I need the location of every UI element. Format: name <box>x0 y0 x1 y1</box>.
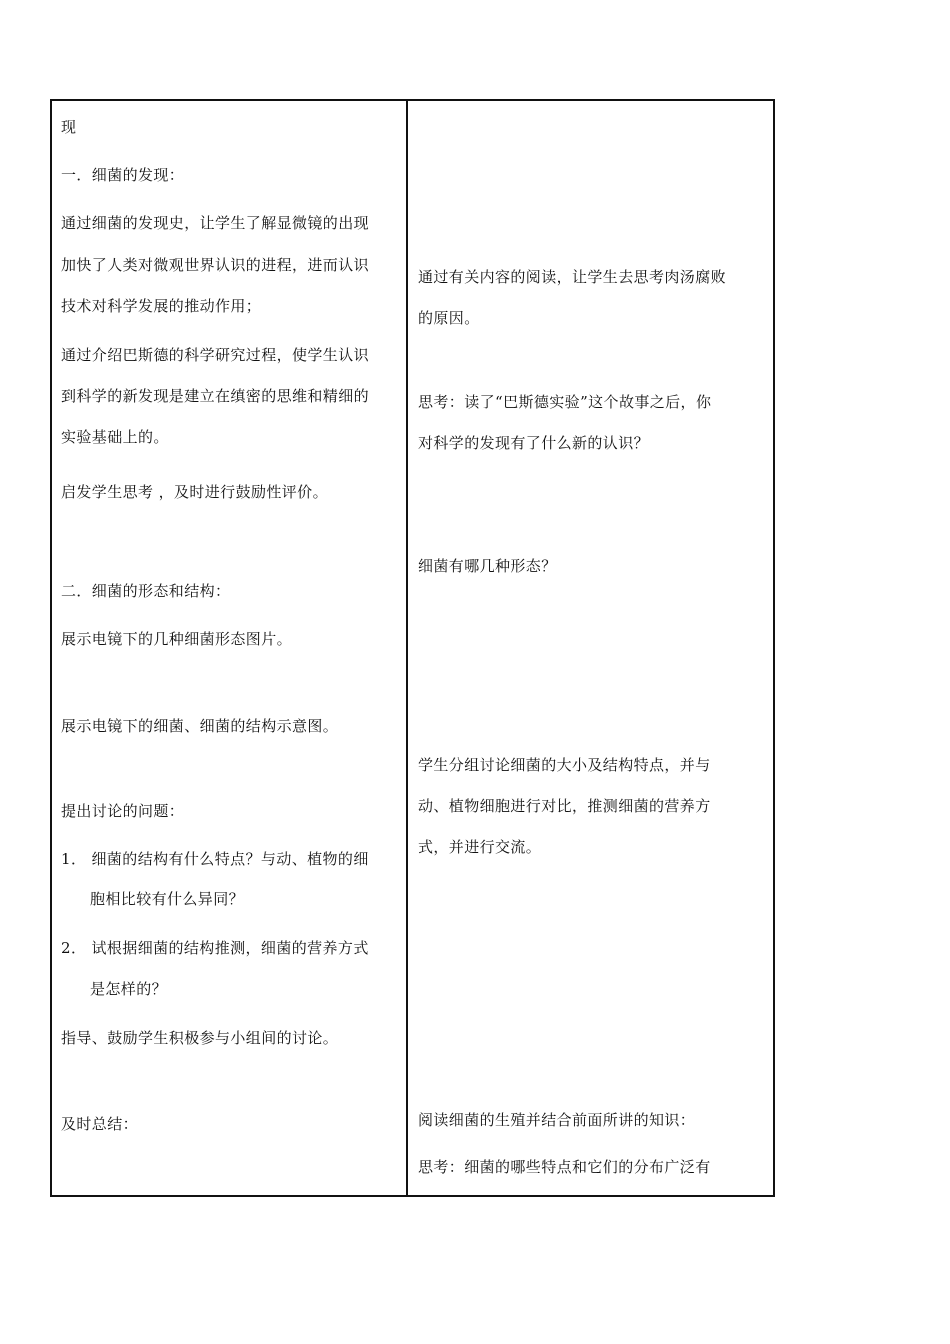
text-line: 指导、鼓励学生积极参与小组间的讨论。 <box>61 1029 339 1047</box>
text-line: 阅读细菌的生殖并结合前面所讲的知识： <box>418 1111 696 1129</box>
text-line: 展示电镜下的几种细菌形态图片。 <box>61 630 293 648</box>
text-line: 及时总结： <box>61 1115 139 1133</box>
text-line: 动、植物细胞进行对比，推测细菌的营养方 <box>418 797 711 815</box>
text-line: 学生分组讨论细菌的大小及结构特点，并与 <box>418 756 711 774</box>
column-divider <box>406 99 408 1197</box>
text-line: 思考：细菌的哪些特点和它们的分布广泛有 <box>418 1158 711 1176</box>
text-line: 实验基础上的。 <box>61 428 169 446</box>
text-line: 加快了人类对微观世界认识的进程，进而认识 <box>61 256 370 274</box>
text-line: 现 <box>61 118 77 136</box>
section-heading: 二．细菌的形态和结构： <box>61 582 231 600</box>
text-line: 细菌有哪几种形态？ <box>418 557 557 575</box>
list-item: 1． 细菌的结构有什么特点？与动、植物的细 <box>61 850 369 868</box>
list-item-continuation: 是怎样的？ <box>90 980 168 998</box>
text-line: 式，并进行交流。 <box>418 838 542 856</box>
text-line: 展示电镜下的细菌、细菌的结构示意图。 <box>61 717 339 735</box>
text-line: 通过有关内容的阅读，让学生去思考肉汤腐败 <box>418 268 727 286</box>
text-line: 技术对科学发展的推动作用； <box>61 297 262 315</box>
text-line: 提出讨论的问题： <box>61 802 185 820</box>
list-item: 2． 试根据细菌的结构推测，细菌的营养方式 <box>61 939 369 957</box>
section-heading: 一．细菌的发现： <box>61 166 185 184</box>
text-line: 通过细菌的发现史，让学生了解显微镜的出现 <box>61 214 370 232</box>
text-line: 的原因。 <box>418 309 480 327</box>
text-line: 对科学的发现有了什么新的认识？ <box>418 434 650 452</box>
list-item-continuation: 胞相比较有什么异同？ <box>90 890 245 908</box>
text-line: 通过介绍巴斯德的科学研究过程，使学生认识 <box>61 346 370 364</box>
text-line: 到科学的新发现是建立在缜密的思维和精细的 <box>61 387 370 405</box>
text-line: 思考：读了“巴斯德实验”这个故事之后，你 <box>418 393 712 411</box>
text-line: 启发学生思考 ，及时进行鼓励性评价。 <box>61 483 328 501</box>
